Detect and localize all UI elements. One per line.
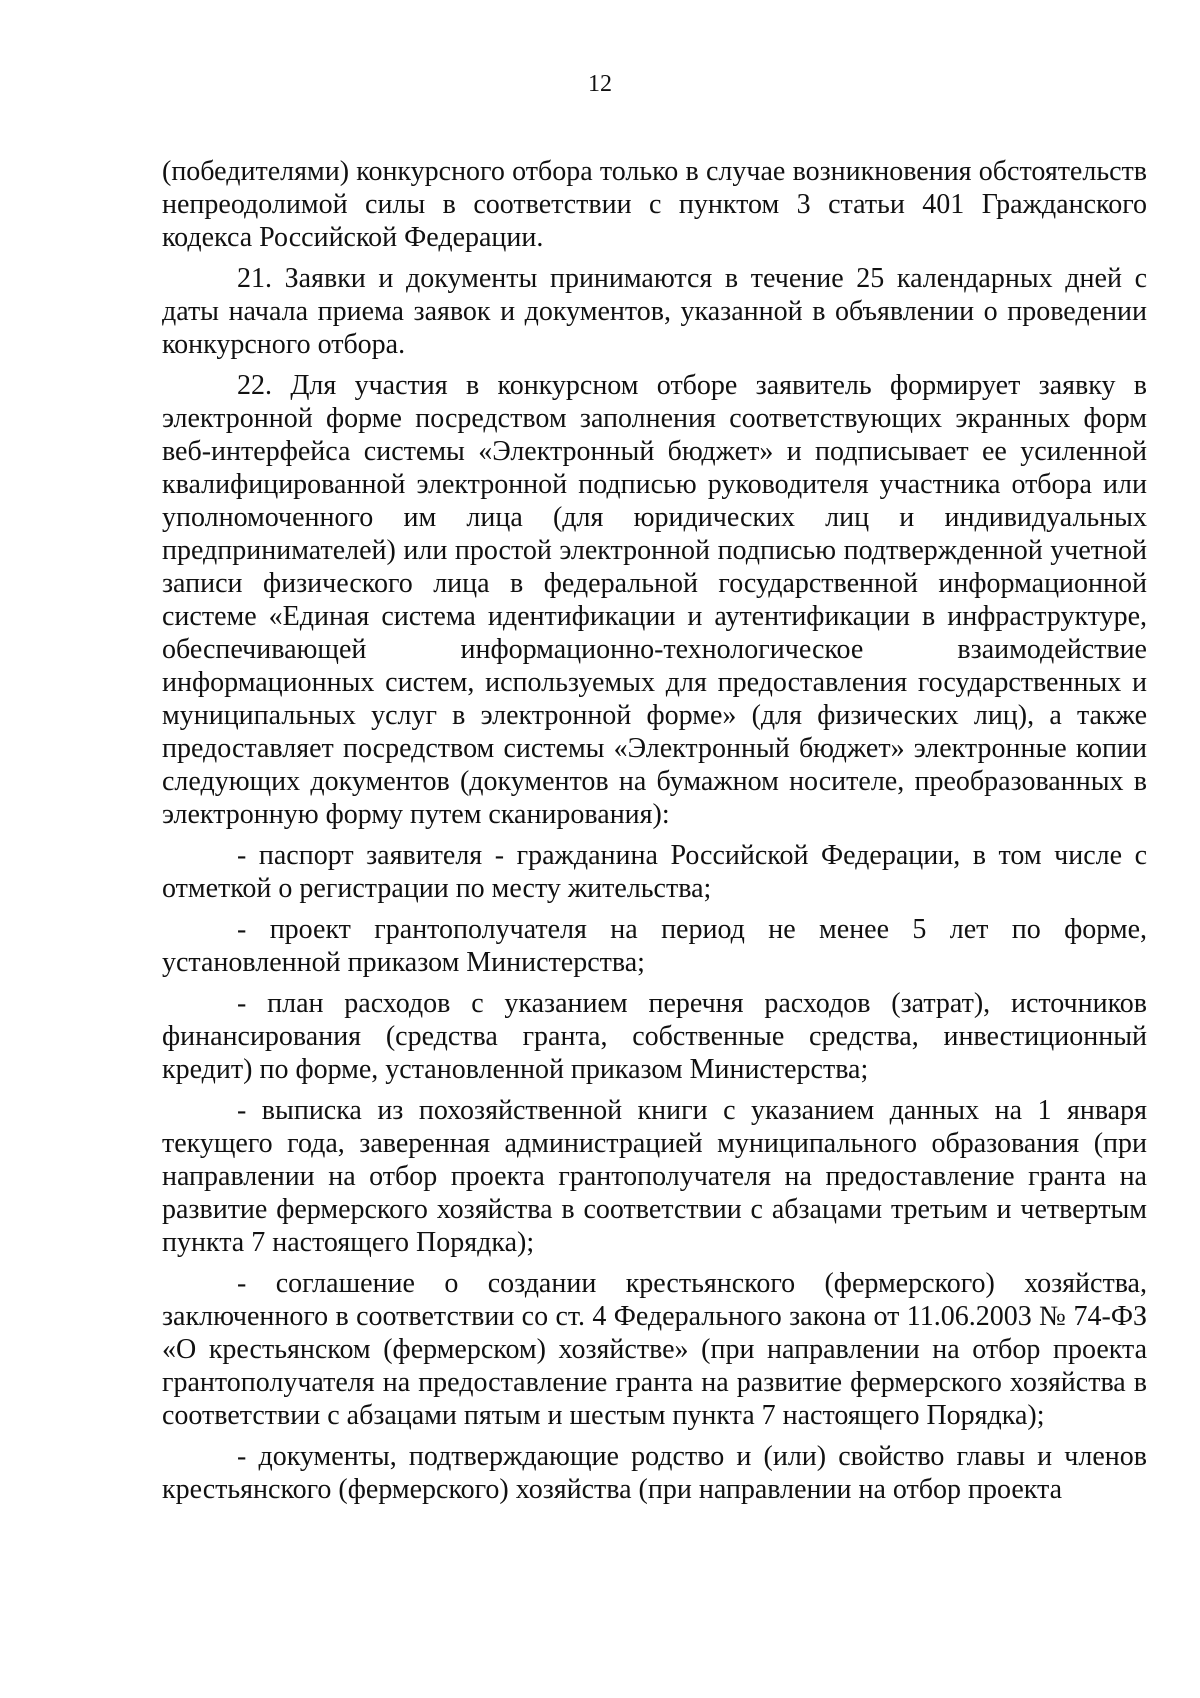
paragraph-clause-21: 21. Заявки и документы принимаются в течение 25 календарных дней с даты начала приема заявок и документов, указанной в объявлении о проведении конкурсного отбора. <box>162 263 1147 360</box>
list-item-expense-plan: - план расходов с указанием перечня расходов (затрат), источников финансирования (средства гранта, собственные средства, инвестиционный кредит) по форме, установленной приказом Министерства; <box>162 988 1147 1085</box>
list-item-household-extract: - выписка из похозяйственной книги с указанием данных на 1 января текущего года, заверенная администрацией муниципального образования (при направлении на отбор проекта грантополучателя на предоставление гранта на развитие фермерского хозяйства в соответствии с абзацами третьим и четвертым пункта 7 настоящего Порядка); <box>162 1095 1147 1258</box>
paragraph-clause-22: 22. Для участия в конкурсном отборе заявитель формирует заявку в электронной форме посредством заполнения соответствующих экранных форм веб-интерфейса системы «Электронный бюджет» и подписывает ее усиленной квалифицированной электронной подписью руководителя участника отбора или уполномоченного им лица (для юридических лиц и индивидуальных предпринимателей) или простой электронной подписью подтвержденной учетной записи физического лица в федеральной государственной информационной системе «Единая система идентификации и аутентификации в инфраструктуре, обеспечивающей информационно-технологическое взаимодействие информационных систем, используемых для предоставления государственных и муниципальных услуг в электронной форме» (для физических лиц), а также предоставляет посредством системы «Электронный бюджет» электронные копии следующих документов (документов на бумажном носителе, преобразованных в электронную форму путем сканирования): <box>162 370 1147 830</box>
list-item-passport: - паспорт заявителя - гражданина Российской Федерации, в том числе с отметкой о регистрации по месту жительства; <box>162 840 1147 904</box>
list-item-project: - проект грантополучателя на период не менее 5 лет по форме, установленной приказом Министерства; <box>162 914 1147 978</box>
page-number: 12 <box>588 71 612 97</box>
paragraph-continuation: (победителями) конкурсного отбора только в случае возникновения обстоятельств непреодолимой силы в соответствии с пунктом 3 статьи 401 Гражданского кодекса Российской Федерации. <box>162 156 1147 253</box>
list-item-farm-agreement: - соглашение о создании крестьянского (фермерского) хозяйства, заключенного в соответствии со ст. 4 Федерального закона от 11.06.2003 № 74-ФЗ «О крестьянском (фермерском) хозяйстве» (при направлении на отбор проекта грантополучателя на предоставление гранта на развитие фермерского хозяйства в соответствии с абзацами пятым и шестым пункта 7 настоящего Порядка); <box>162 1268 1147 1431</box>
list-item-kinship-documents: - документы, подтверждающие родство и (или) свойство главы и членов крестьянского (фермерского) хозяйства (при направлении на отбор проекта <box>162 1441 1147 1505</box>
document-body <box>162 155 1147 1514</box>
